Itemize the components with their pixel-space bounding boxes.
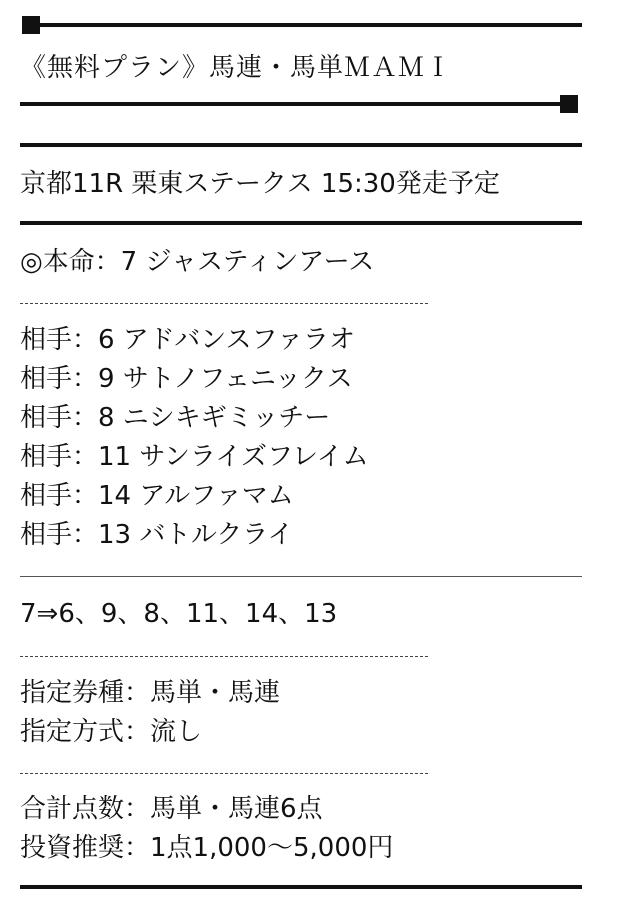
honmei-pick: ◎本命：7 ジャスティンアース: [20, 247, 375, 277]
total-points: 合計点数：馬単・馬連6点: [20, 794, 323, 824]
aite-pick: 相手：8 ニシキギミッチー: [20, 403, 331, 433]
divider: [20, 885, 582, 889]
divider: [20, 102, 560, 106]
black-square-icon: [560, 95, 578, 113]
divider: [40, 23, 582, 27]
aite-pick: 相手：6 アドバンスファラオ: [20, 325, 355, 355]
ticket-method: 指定方式：流し: [20, 717, 203, 747]
aite-pick: 相手：14 アルファマム: [20, 481, 294, 511]
aite-pick: 相手：13 バトルクライ: [20, 520, 294, 550]
race-info: 京都11R 栗東ステークス 15:30発走予定: [20, 169, 500, 199]
investment-recommendation: 投資推奨：1点1,000〜5,000円: [20, 833, 394, 863]
aite-pick: 相手：11 サンライズフレイム: [20, 442, 369, 472]
dashed-divider: [20, 656, 428, 657]
aite-pick: 相手：9 サトノフェニックス: [20, 364, 353, 394]
dashed-divider: [20, 303, 428, 304]
dashed-divider: [20, 773, 428, 774]
formation: 7⇒6、9、8、11、14、13: [20, 599, 338, 629]
black-square-icon: [22, 16, 40, 34]
divider: [20, 576, 582, 577]
ticket-type: 指定券種：馬単・馬連: [20, 678, 281, 708]
plan-title: 《無料プラン》馬連・馬単ＭＡＭＩ: [20, 53, 453, 83]
divider: [20, 221, 582, 225]
divider: [20, 143, 582, 147]
